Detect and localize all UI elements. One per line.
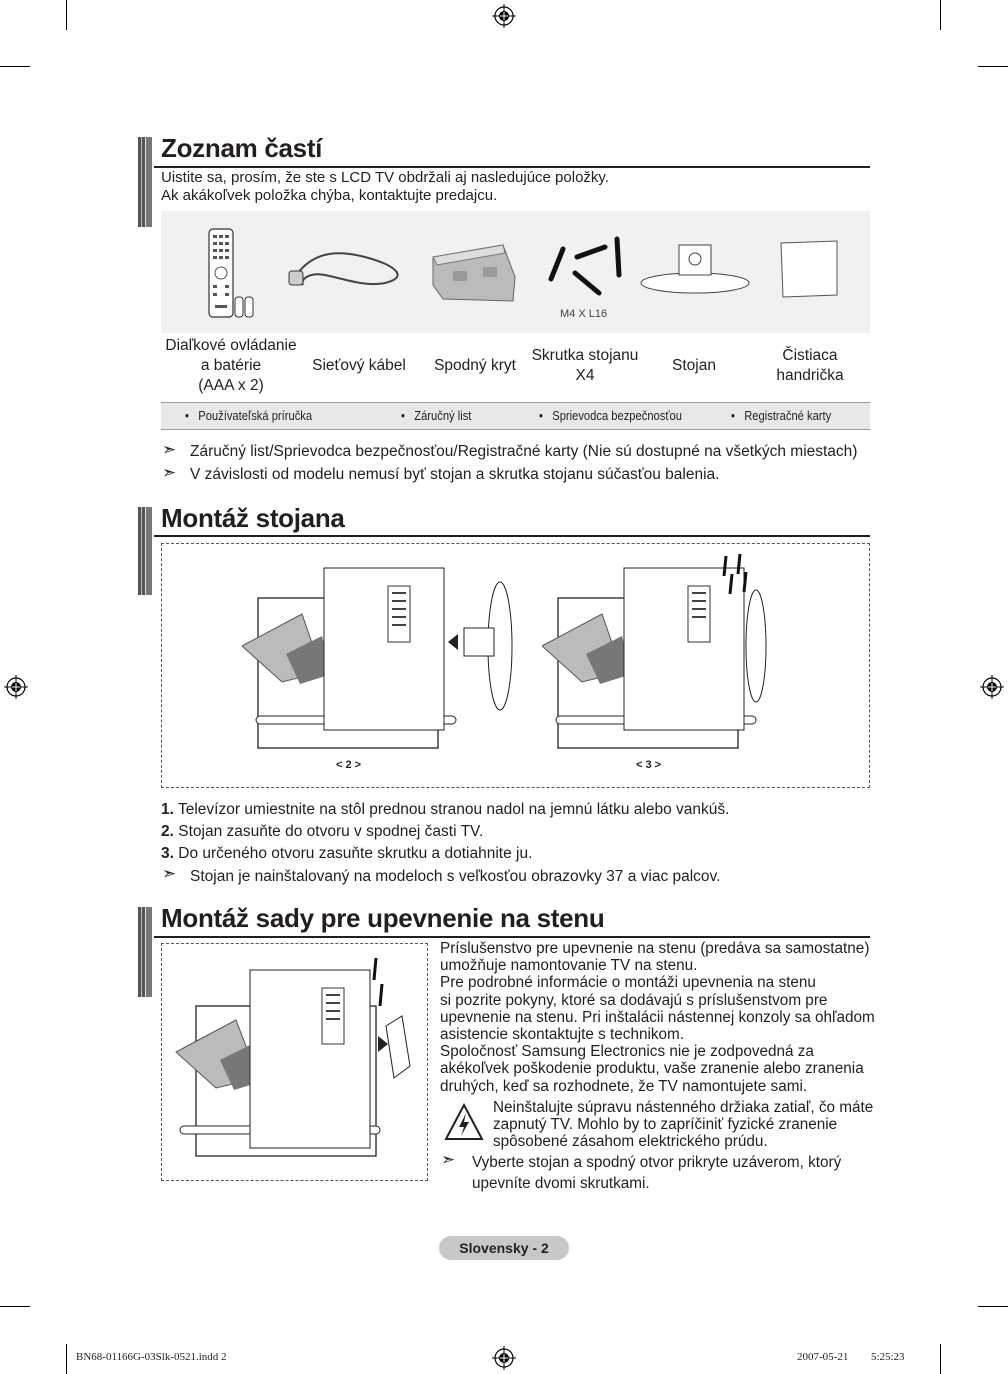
warning-lightning-icon — [444, 1103, 484, 1141]
parts-image-row — [161, 211, 870, 333]
crop-mark — [0, 1306, 30, 1307]
section-rule — [154, 166, 870, 168]
wall-mount-figure — [166, 956, 426, 1166]
power-cable-image — [285, 237, 417, 297]
section-title-wall-mount: Montáž sady pre upevnenie na stenu — [161, 903, 605, 933]
parts-intro-line1: Uistite sa, prosím, že ste s LCD TV obdržali aj nasledujúce položky. — [161, 169, 609, 186]
note-arrow-icon: ➣ — [162, 440, 177, 459]
section-title-stand: Montáž stojana — [161, 503, 345, 533]
stand-assembly-figure-3 — [542, 550, 822, 754]
section-title-parts: Zoznam častí — [161, 133, 323, 163]
stand-figure-box — [161, 543, 870, 788]
stand-step-2: 2. Stojan zasuňte do otvoru v spodnej časti TV. — [161, 823, 484, 840]
registration-mark-icon — [980, 675, 1004, 699]
section-rule — [154, 535, 870, 537]
figure-label-3: < 3 > — [636, 759, 662, 771]
crop-mark — [940, 0, 941, 30]
note-arrow-icon: ➣ — [441, 1150, 456, 1169]
stand-step-1: 1. Televízor umiestnite na stôl prednou stranou nadol na jemnú látku alebo vankúš. — [161, 801, 730, 818]
note-arrow-icon: ➣ — [162, 864, 177, 883]
part-name-screws: Skrutka stojanu X4 — [531, 347, 639, 384]
bottom-cover-image — [423, 237, 523, 307]
stand-image — [639, 239, 751, 295]
cleaning-cloth-image — [777, 239, 841, 299]
accessory-item: • Sprievodca bezpečnosťou — [539, 408, 682, 423]
date-info: 2007-05-21 ￿￿ 5:25:23 — [797, 1351, 905, 1363]
crop-mark — [66, 1344, 67, 1374]
parts-intro-line2: Ak akákoľvek položka chýba, kontaktujte predajcu. — [161, 187, 498, 204]
crop-mark — [66, 0, 67, 30]
crop-mark — [978, 66, 1008, 67]
wall-mount-warning: Neinštalujte súpravu nástenného držiaka zatiaľ, čo máte zapnutý TV. Mohlo by to zapríčiniť fyzické zranenie spôsobené zásahom elektrického prúdu. — [493, 1099, 874, 1151]
accessories-row — [161, 402, 870, 430]
wall-mount-note: Vyberte stojan a spodný otvor prikryte uzáverom, ktorý upevníte dvomi skrutkami. — [472, 1154, 842, 1192]
section-bar — [138, 137, 152, 227]
stand-note: Stojan je nainštalovaný na modeloch s veľkosťou obrazovky 37 a viac palcov. — [190, 868, 721, 885]
wall-mount-paragraph: Príslušenstvo pre upevnenie na stenu (predáva sa samostatne) umožňuje namontovanie TV na stenu. Pre podrobné informácie o montáži upevnenia na stenu si pozrite pokyny, ktoré sa dodávajú s príslušenstvom pre upevnenie na stenu. Pri inštalácii nástennej konzoly sa ohľadom asistencie skontaktujte s technikom. Spoločnosť Samsung Electronics nie je zodpovedná za akékoľvek poškodenie produktu, vaše zranenie alebo zranenia druhých, keď sa rozhodnete, že TV namontujete sami. — [440, 940, 875, 1095]
crop-mark — [0, 66, 30, 67]
part-name-remote: Diaľkové ovládanie a batérie (AAA x 2) — [165, 337, 297, 394]
file-info: BN68-01166G-03Slk-0521.indd 2 — [76, 1351, 227, 1363]
stand-screws-image — [541, 231, 641, 301]
stand-step-3: 3. Do určeného otvoru zasuňte skrutku a dotiahnite ju. — [161, 845, 533, 862]
section-bar — [138, 507, 152, 595]
registration-mark-icon — [492, 4, 516, 28]
part-name-bottom-cover: Spodný kryt — [434, 357, 516, 374]
accessory-item: • Záručný list — [401, 408, 472, 423]
parts-note-1: Záručný list/Sprievodca bezpečnosťou/Registračné karty (Nie sú dostupné na všetkých miestach) — [190, 443, 858, 460]
figure-label-2: < 2 > — [336, 759, 362, 771]
crop-mark — [940, 1344, 941, 1374]
parts-note-2: V závislosti od modelu nemusí byť stojan a skrutka stojanu súčasťou balenia. — [190, 466, 720, 483]
crop-mark — [978, 1306, 1008, 1307]
note-arrow-icon: ➣ — [162, 463, 177, 482]
accessory-item: • Používateľská príručka — [185, 408, 313, 423]
accessory-item: • Registračné karty — [731, 408, 832, 423]
part-name-cloth: Čistiaca handrička — [776, 347, 844, 384]
remote-control-image — [205, 225, 265, 321]
registration-mark-icon — [4, 675, 28, 699]
screw-size-label: M4 X L16 — [560, 308, 608, 320]
part-name-stand: Stojan — [672, 357, 716, 374]
registration-mark-icon — [492, 1346, 516, 1370]
stand-assembly-figure-2 — [242, 554, 522, 754]
section-bar — [138, 907, 152, 997]
page-number-badge: Slovensky - 2 — [439, 1236, 569, 1260]
part-name-cable: Sieťový kábel — [312, 357, 406, 374]
wall-mount-figure-box — [161, 943, 428, 1181]
section-rule — [154, 936, 870, 938]
